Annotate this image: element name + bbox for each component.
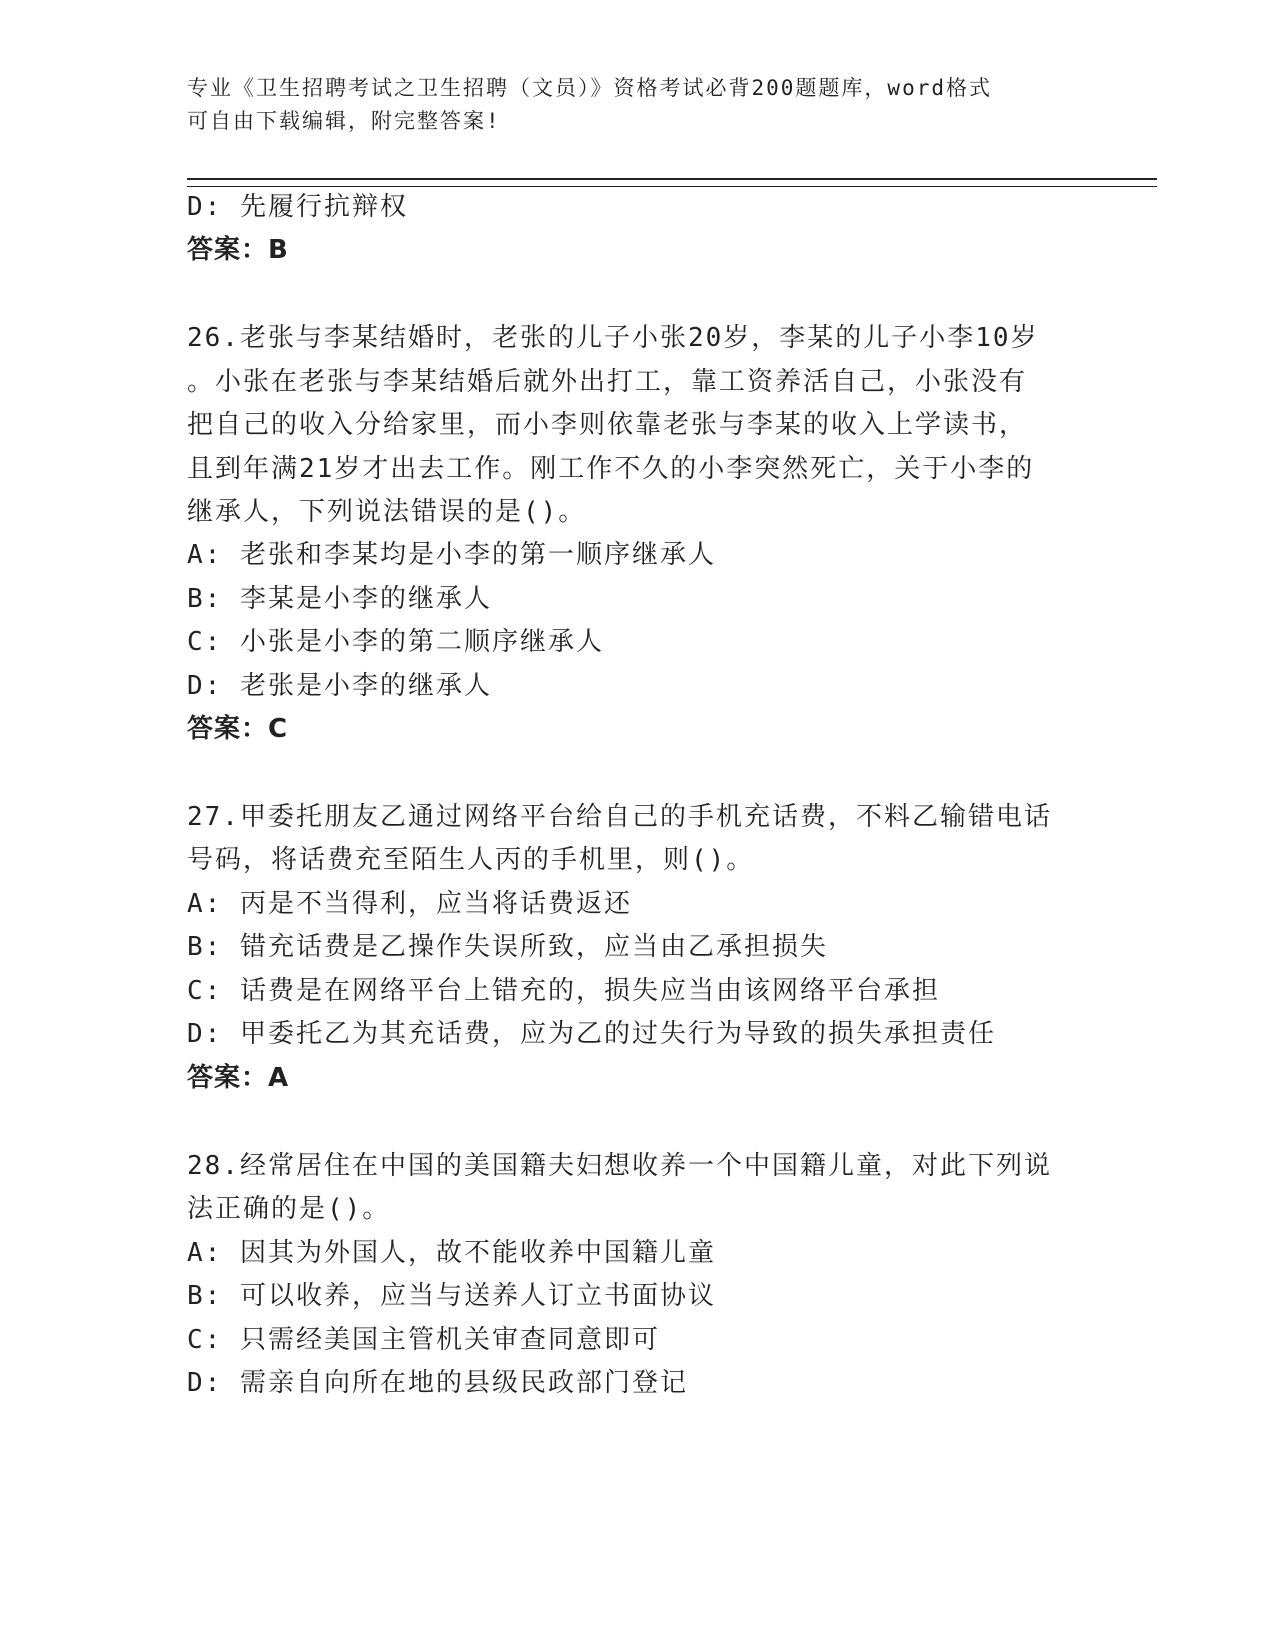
q26-stem-line-1: 26.老张与李某结婚时，老张的儿子小张20岁，李某的儿子小李10岁: [187, 323, 1039, 353]
q27-stem-line-1: 27.甲委托朋友乙通过网络平台给自己的手机充话费，不料乙输错电话: [187, 802, 1052, 832]
header-line-1: 专业《卫生招聘考试之卫生招聘（文员）》资格考试必背200题题库，word格式: [187, 76, 992, 100]
q27-stem-line-2: 号码，将话费充至陌生人丙的手机里，则()。: [187, 845, 755, 875]
q28-stem-line-2: 法正确的是()。: [187, 1194, 391, 1224]
header-line-2: 可自由下载编辑，附完整答案!: [187, 109, 501, 133]
q28-option-c: C: 只需经美国主管机关审查同意即可: [187, 1325, 660, 1355]
q25-option-d: D: 先履行抗辩权: [187, 192, 408, 222]
q27-option-b: B: 错充话费是乙操作失误所致，应当由乙承担损失: [187, 932, 828, 962]
q26-stem-line-5: 继承人，下列说法错误的是()。: [187, 497, 587, 527]
q28-stem-line-1: 28.经常居住在中国的美国籍夫妇想收养一个中国籍儿童，对此下列说: [187, 1151, 1052, 1181]
q26-answer: 答案：C: [187, 714, 289, 744]
q26-option-b: B: 李某是小李的继承人: [187, 584, 492, 614]
q28-option-d: D: 需亲自向所在地的县级民政部门登记: [187, 1368, 688, 1398]
q28-option-b: B: 可以收养，应当与送养人订立书面协议: [187, 1281, 716, 1311]
q26-stem-line-3: 把自己的收入分给家里，而小李则依靠老张与李某的收入上学读书，: [187, 410, 1028, 440]
q27-option-d: D: 甲委托乙为其充话费，应为乙的过失行为导致的损失承担责任: [187, 1019, 996, 1049]
q26-option-a: A: 老张和李某均是小李的第一顺序继承人: [187, 540, 716, 570]
q26-stem-line-4: 且到年满21岁才出去工作。刚工作不久的小李突然死亡，关于小李的: [187, 454, 1035, 484]
q28-option-a: A: 因其为外国人，故不能收养中国籍儿童: [187, 1238, 716, 1268]
q26-stem-line-2: 。小张在老张与李某结婚后就外出打工，靠工资养活自己，小张没有: [187, 367, 1028, 397]
q26-option-d: D: 老张是小李的继承人: [187, 671, 492, 701]
q27-option-a: A: 丙是不当得利，应当将话费返还: [187, 889, 632, 919]
q25-answer: 答案：B: [187, 235, 289, 265]
page-header: [187, 72, 1087, 138]
q26-option-c: C: 小张是小李的第二顺序继承人: [187, 627, 604, 657]
q27-option-c: C: 话费是在网络平台上错充的，损失应当由该网络平台承担: [187, 976, 940, 1006]
q27-answer: 答案：A: [187, 1063, 290, 1093]
